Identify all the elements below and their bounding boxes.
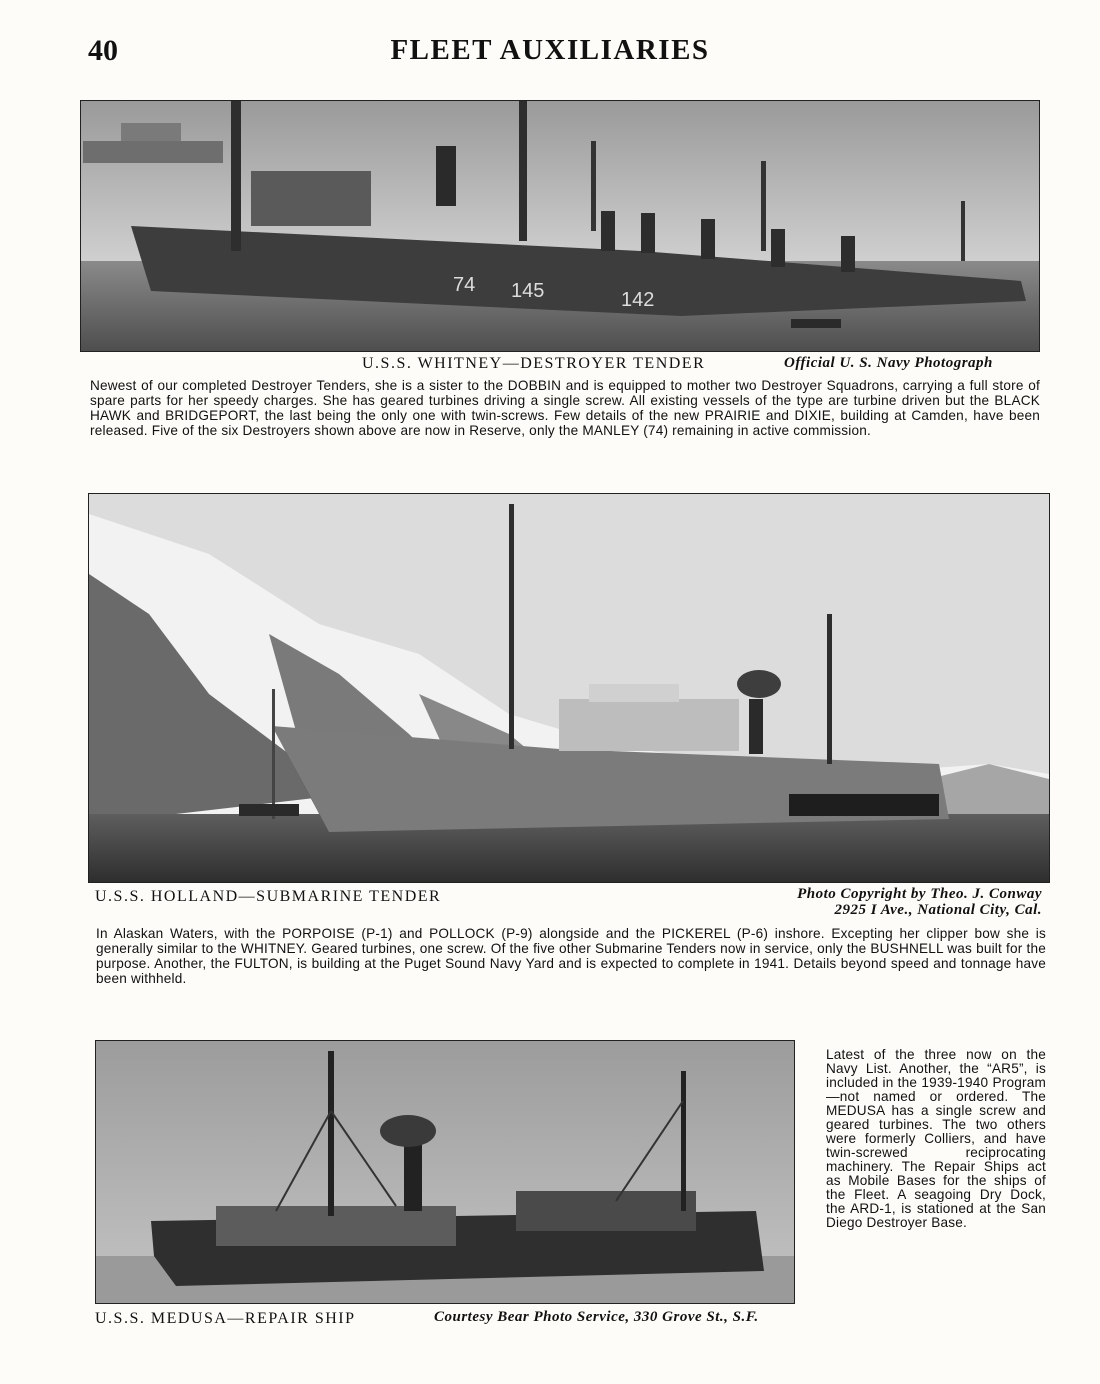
holland-photo	[88, 493, 1050, 883]
hull-number-74: 74	[453, 274, 476, 296]
holland-credit-line-1: Photo Copyright by Theo. J. Conway	[797, 886, 1042, 902]
holland-caption: U.S.S. HOLLAND—SUBMARINE TENDER	[95, 888, 442, 905]
medusa-credit: Courtesy Bear Photo Service, 330 Grove St., S.F.	[434, 1309, 759, 1325]
medusa-description: Latest of the three now on the Navy List. Another, the “AR5”, is included in the 1939-1940 Program—not named or ordered. The MEDUSA has a single screw and geared turbines. The two others were formerly Colliers, and have twin-screwed reciprocating machinery. The Repair Ships act as Mobile Bases for the ships of the Fleet. A seagoing Dry Dock, the ARD-1, is stationed at the San Diego Destroyer Base.	[826, 1047, 1046, 1230]
page-title: FLEET AUXILIARIES	[390, 34, 710, 66]
whitney-caption: U.S.S. WHITNEY—DESTROYER TENDER	[362, 355, 706, 372]
hull-number-142: 142	[621, 289, 655, 311]
medusa-caption: U.S.S. MEDUSA—REPAIR SHIP	[95, 1310, 356, 1327]
whitney-description: Newest of our completed Destroyer Tenders, she is a sister to the DOBBIN and is equipped to mother two Destroyer Squadrons, carrying a full store of spare parts for her speedy charges. She has geared turbines driving a single screw. All existing vessels of the type are turbine driven but the BLACK HAWK and BRIDGEPORT, the last being the only one with twin-screws. Few details of the new PRAIRIE and DIXIE, building at Camden, have been released. Five of the six Destroyers shown above are now in Reserve, only the MANLEY (74) remaining in active commission.	[90, 378, 1040, 438]
whitney-credit: Official U. S. Navy Photograph	[784, 355, 993, 371]
whitney-photo	[80, 100, 1040, 352]
holland-description: In Alaskan Waters, with the PORPOISE (P-1) and POLLOCK (P-9) alongside and the PICKEREL (P-6) inshore. Excepting her clipper bow she is generally similar to the WHITNEY. Geared turbines, one screw. Of the five other Submarine Tenders now in service, only the BUSHNELL was built for the purpose. Another, the FULTON, is building at the Puget Sound Navy Yard and is expected to complete in 1941. Details beyond speed and tonnage have been withheld.	[96, 926, 1046, 986]
page-number: 40	[88, 34, 118, 67]
holland-credit-line-2: 2925 I Ave., National City, Cal.	[834, 902, 1042, 918]
hull-number-145: 145	[511, 280, 545, 302]
medusa-photo	[95, 1040, 795, 1304]
holland-credit	[797, 886, 1042, 918]
